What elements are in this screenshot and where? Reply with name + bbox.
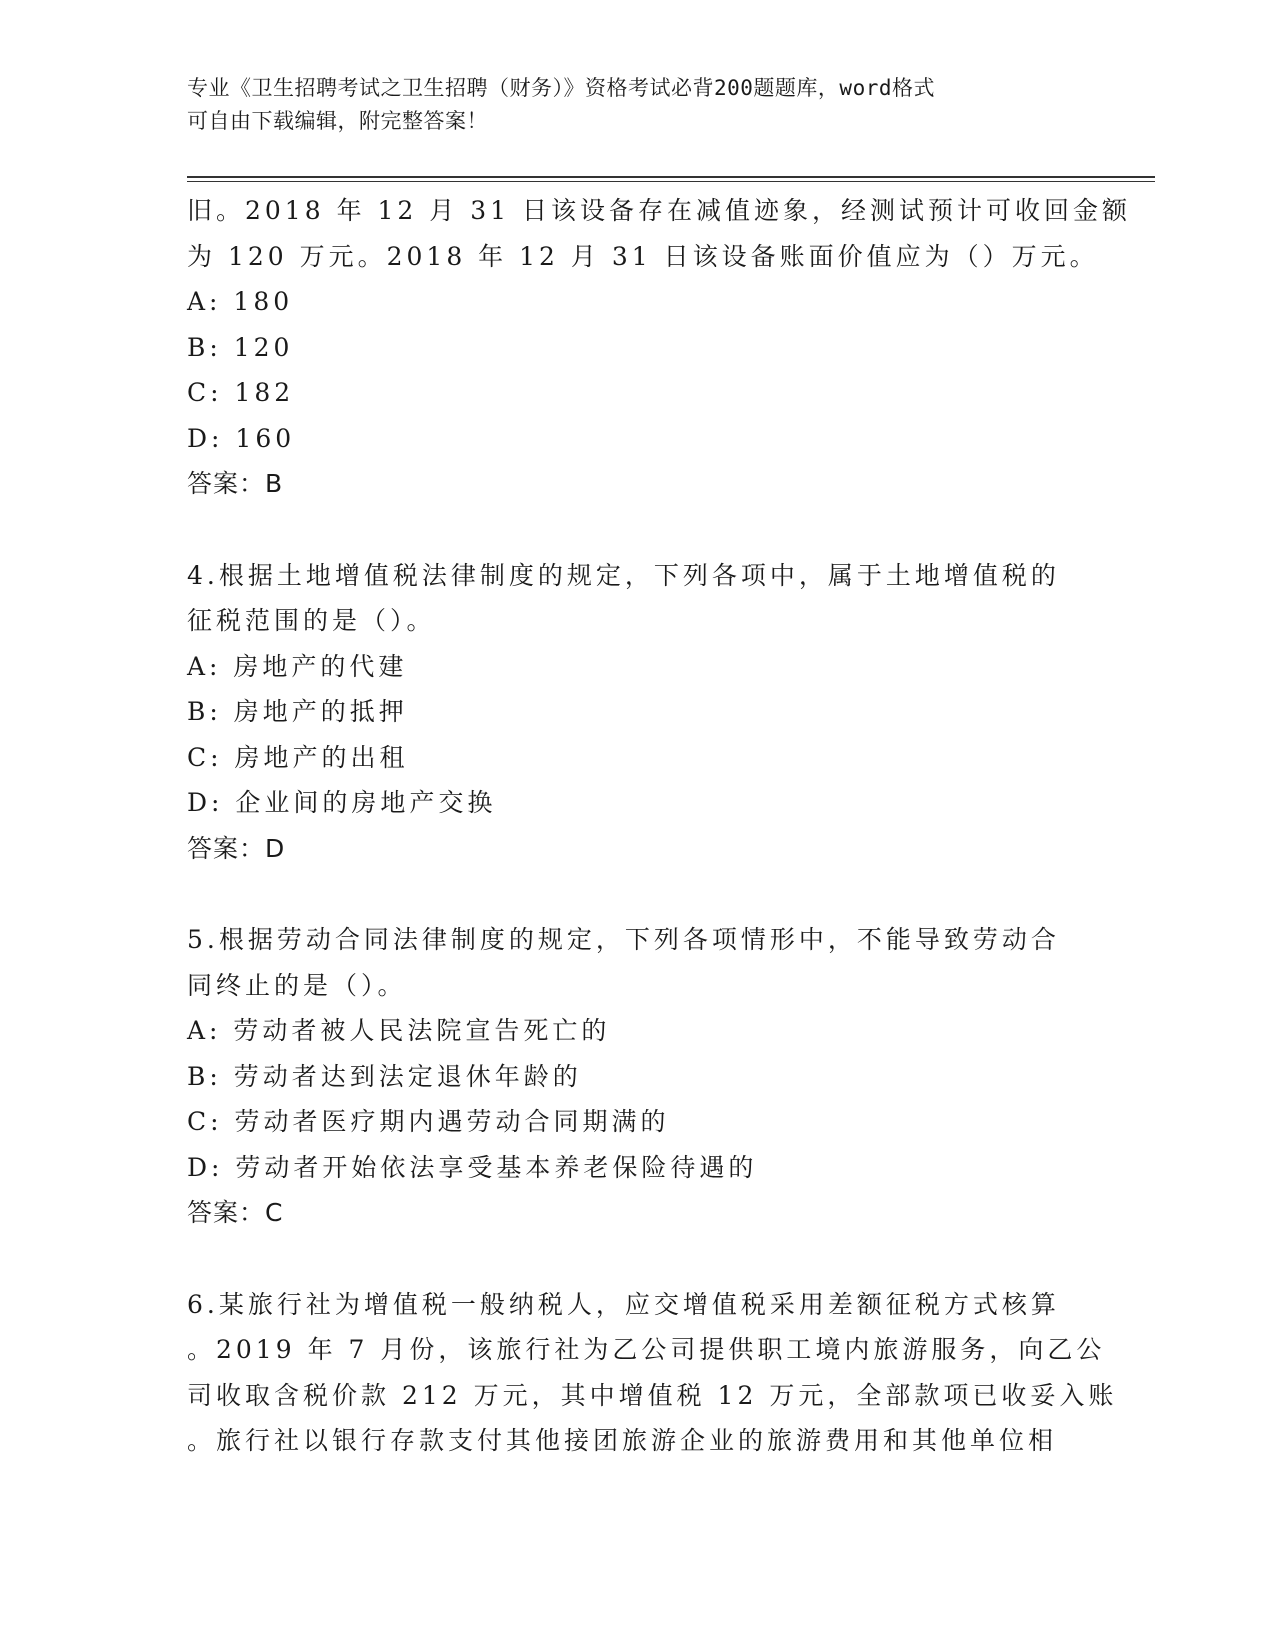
question-stem-line: 司收取含税价款 212 万元，其中增值税 12 万元，全部款项已收妥入账	[187, 1380, 1118, 1410]
option-b: B: 120	[187, 332, 294, 362]
option-b: B: 房地产的抵押	[187, 697, 408, 726]
option-c: C: 房地产的出租	[187, 742, 409, 772]
option-a: A: 劳动者被人民法院宣告死亡的	[187, 1016, 611, 1045]
option-c: C: 182	[187, 378, 295, 407]
question-stem-line: 。旅行社以银行存款支付其他接团旅游企业的旅游费用和其他单位相	[187, 1426, 1058, 1455]
header-divider-thin	[187, 181, 1155, 182]
question-stem-line: 。2019 年 7 月份，该旅行社为乙公司提供职工境内旅游服务，向乙公	[187, 1335, 1106, 1364]
header-title-line1: 专业《卫生招聘考试之卫生招聘（财务）》资格考试必背200题题库，word格式	[187, 76, 935, 100]
question-3	[187, 188, 1131, 507]
question-stem-line: 为 120 万元。2018 年 12 月 31 日该设备账面价值应为（）万元。	[187, 241, 1099, 271]
question-stem-line: 旧。2018 年 12 月 31 日该设备存在减值迹象，经测试预计可收回金额	[187, 196, 1131, 225]
option-c: C: 劳动者医疗期内遇劳动合同期满的	[187, 1107, 670, 1136]
option-b: B: 劳动者达到法定退休年龄的	[187, 1061, 582, 1091]
question-stem-line: 4.根据土地增值税法律制度的规定，下列各项中，属于土地增值税的	[187, 560, 1060, 590]
question-stem-line: 同终止的是（）。	[187, 970, 407, 1000]
header-divider-thick	[187, 176, 1155, 178]
question-stem-line: 5.根据劳动合同法律制度的规定，下列各项情形中，不能导致劳动合	[187, 925, 1060, 954]
option-d: D: 企业间的房地产交换	[187, 788, 497, 817]
option-d: D: 劳动者开始依法享受基本养老保险待遇的	[187, 1152, 758, 1182]
answer-label: 答案：B	[187, 469, 284, 498]
question-spacer	[187, 507, 1077, 553]
option-d: D: 160	[187, 423, 296, 453]
header-title-line2: 可自由下载编辑，附完整答案！	[187, 109, 488, 133]
question-stem-line: 征税范围的是（）。	[187, 606, 436, 635]
answer-label: 答案：D	[187, 833, 286, 863]
document-header	[187, 72, 1087, 138]
question-6	[187, 1282, 1118, 1464]
option-a: A: 180	[187, 287, 294, 316]
option-a: A: 房地产的代建	[187, 651, 408, 681]
question-stem-line: 6.某旅行社为增值税一般纳税人，应交增值税采用差额征税方式核算	[187, 1289, 1060, 1319]
question-content	[187, 188, 1131, 1464]
question-4	[187, 553, 1077, 872]
answer-label: 答案：C	[187, 1198, 284, 1227]
question-spacer	[187, 1236, 1077, 1282]
question-5	[187, 917, 1077, 1236]
question-spacer	[187, 871, 1077, 917]
